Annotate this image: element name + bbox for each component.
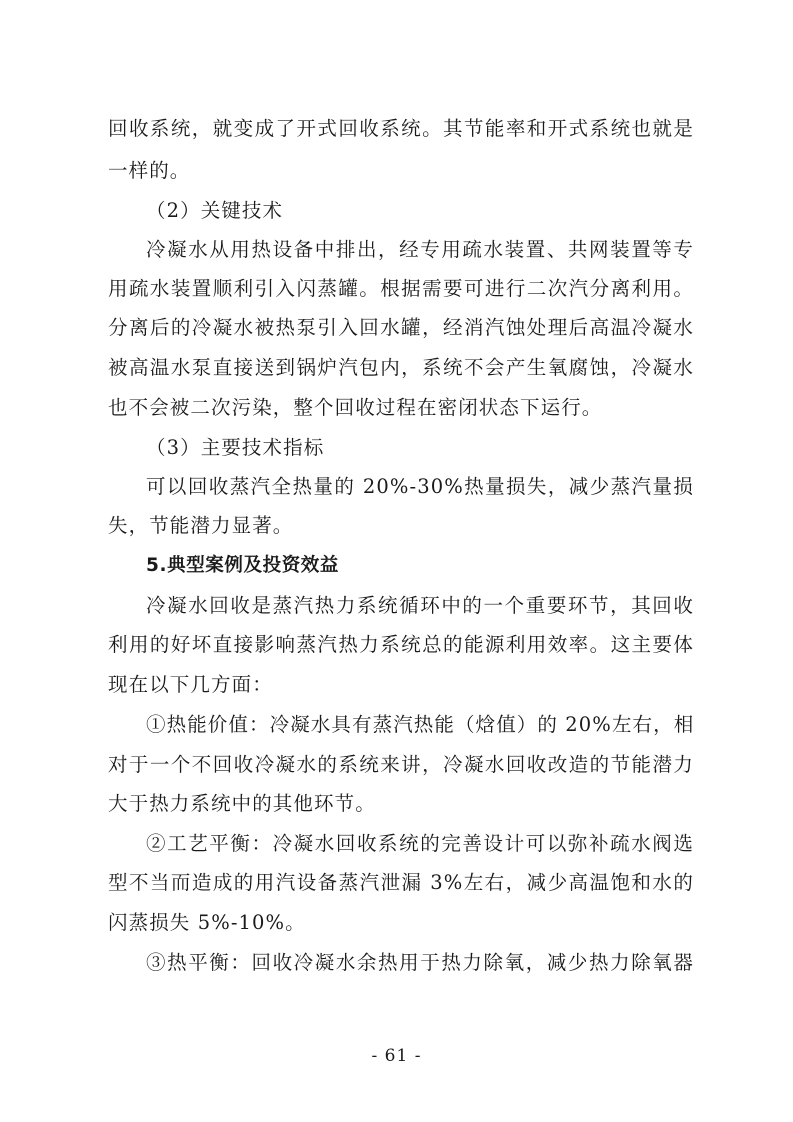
- paragraph-line: 型不当而造成的用汽设备蒸汽泄漏 3%左右，减少高温饱和水的: [108, 871, 694, 894]
- paragraph-line: 失，节能潜力显著。: [108, 514, 294, 537]
- paragraph-line: 分离后的冷凝水被热泵引入回水罐，经消汽蚀处理后高温冷凝水: [108, 316, 694, 339]
- paragraph-line: 闪蒸损失 5%-10%。: [108, 911, 306, 934]
- paragraph-line: ②工艺平衡：冷凝水回收系统的完善设计可以弥补疏水阀选: [146, 832, 694, 855]
- section-subheading: （2）关键技术: [146, 199, 284, 222]
- paragraph-line: 现在以下几方面：: [108, 673, 273, 696]
- paragraph-line: 一样的。: [108, 159, 191, 182]
- paragraph-line: 冷凝水从用热设备中排出，经专用疏水装置、共网装置等专: [146, 238, 694, 261]
- section-heading: 5.典型案例及投资效益: [146, 555, 340, 576]
- paragraph-line: 可以回收蒸汽全热量的 20%-30%热量损失，减少蒸汽量损: [146, 475, 694, 498]
- paragraph-line: 也不会被二次污染，整个回收过程在密闭状态下运行。: [108, 396, 603, 419]
- paragraph-line: ①热能价值：冷凝水具有蒸汽热能（焓值）的 20%左右，相: [146, 713, 695, 736]
- paragraph-line: 回收系统，就变成了开式回收系统。其节能率和开式系统也就是: [108, 117, 694, 140]
- paragraph-line: 对于一个不回收冷凝水的系统来讲，冷凝水回收改造的节能潜力: [108, 753, 694, 776]
- paragraph-line: 被高温水泵直接送到锅炉汽包内，系统不会产生氧腐蚀，冷凝水: [108, 356, 694, 379]
- paragraph-line: ③热平衡：回收冷凝水余热用于热力除氧，减少热力除氧器: [146, 951, 694, 974]
- paragraph-line: 冷凝水回收是蒸汽热力系统循环中的一个重要环节，其回收: [146, 594, 694, 617]
- paragraph-line: 大于热力系统中的其他环节。: [108, 792, 376, 815]
- paragraph-line: 用疏水装置顺利引入闪蒸罐。根据需要可进行二次汽分离利用。: [108, 277, 694, 300]
- paragraph-line: 利用的好坏直接影响蒸汽热力系统总的能源利用效率。这主要体: [108, 633, 694, 656]
- section-subheading: （3）主要技术指标: [146, 436, 325, 459]
- page-number: - 61 -: [371, 1046, 422, 1066]
